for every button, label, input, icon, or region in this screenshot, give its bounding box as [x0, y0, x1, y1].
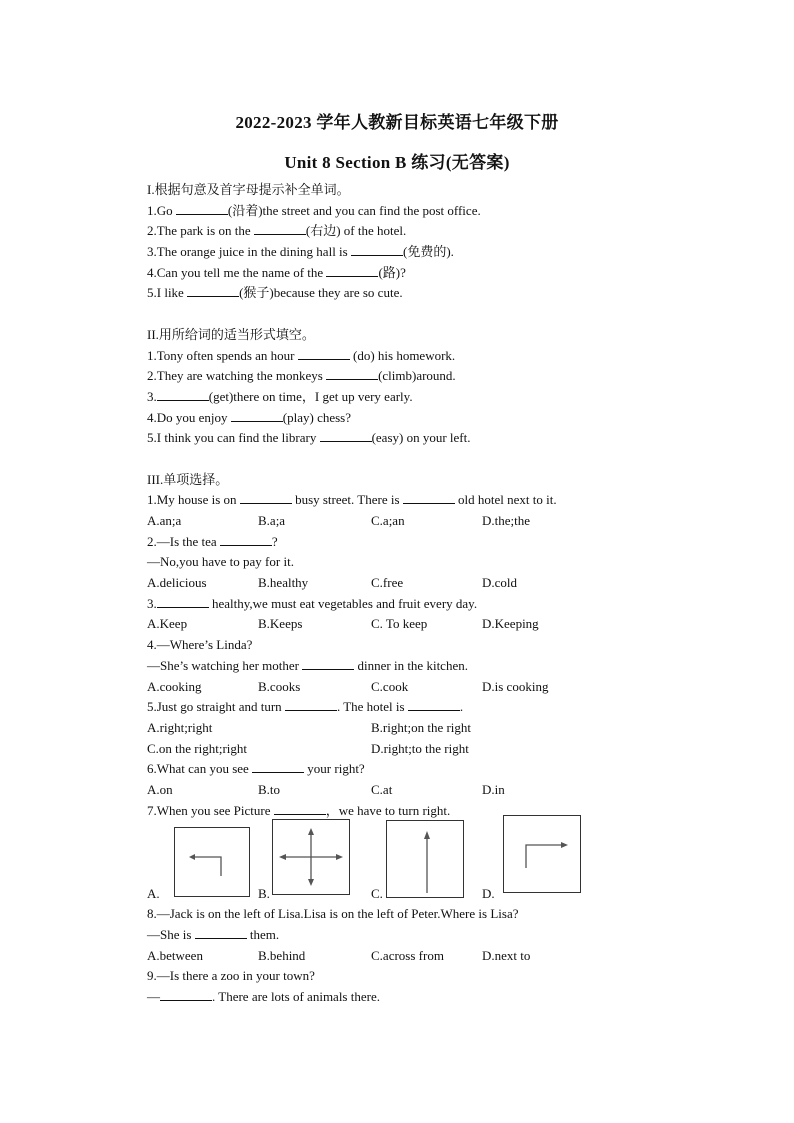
option-d[interactable]: D.next to [482, 947, 531, 963]
answer-blank[interactable] [351, 243, 403, 256]
option-c[interactable]: C.at [371, 781, 393, 797]
option-c[interactable]: C.a;an [371, 513, 405, 528]
answer-blank[interactable] [302, 657, 354, 670]
option-a[interactable]: A.right;right [147, 719, 213, 735]
question-5-options-row1 [147, 718, 667, 739]
part1-item: 5.I like (猴子)because they are so cute. [147, 285, 403, 301]
page-title: 2022-2023 学年人教新目标英语七年级下册 [235, 113, 559, 132]
answer-blank[interactable] [195, 926, 247, 939]
picture-option-b[interactable] [258, 821, 371, 904]
picture-option-a[interactable] [147, 821, 258, 904]
turn-right-arrow-icon [503, 815, 581, 893]
worksheet-content [147, 180, 667, 1008]
option-a[interactable]: A.Keep [147, 616, 188, 632]
answer-blank[interactable] [187, 284, 239, 297]
question-8: 8.—Jack is on the left of Lisa.Lisa is on the left of Peter.Where is Lisa? [147, 906, 519, 922]
answer-blank[interactable] [160, 988, 212, 1001]
question-3-options [147, 614, 667, 635]
option-d[interactable]: D.Keeping [482, 616, 539, 632]
option-a[interactable]: A.delicious [147, 575, 207, 591]
question-2: 2.—Is the tea ? [147, 533, 278, 549]
option-c[interactable]: C. To keep [371, 616, 428, 632]
answer-blank[interactable] [408, 698, 460, 711]
option-b[interactable]: B.healthy [258, 575, 309, 591]
part2-item: 2.They are watching the monkeys (climb)around. [147, 368, 456, 384]
part2-item: 5.I think you can find the library (easy) on your left. [147, 430, 471, 446]
straight-up-arrow-icon [386, 820, 464, 898]
answer-blank[interactable] [326, 264, 378, 277]
option-b[interactable]: B.right;on the right [371, 719, 472, 735]
picture-label: A. [147, 885, 160, 901]
answer-blank[interactable] [231, 409, 283, 422]
option-b[interactable]: B.a;a [258, 513, 286, 528]
part2-item: 4.Do you enjoy (play) chess? [147, 409, 351, 425]
answer-blank[interactable] [298, 347, 350, 360]
answer-blank[interactable] [252, 760, 304, 773]
question-3: 3. healthy,we must eat vegetables and fruit every day. [147, 595, 478, 611]
option-b[interactable]: B.Keeps [258, 616, 303, 632]
option-d[interactable]: D.in [482, 781, 505, 797]
question-2-response: —No,you have to pay for it. [147, 554, 294, 570]
option-a[interactable]: A.on [147, 781, 173, 797]
option-a[interactable]: A.an;a [147, 513, 182, 528]
picture-label: B. [258, 885, 270, 901]
question-6: 6.What can you see your right? [147, 761, 365, 777]
question-4-response: —She’s watching her mother dinner in the kitchen. [147, 657, 468, 673]
option-a[interactable]: A.between [147, 947, 203, 963]
part1-item: 3.The orange juice in the dining hall is (免费的). [147, 244, 454, 260]
question-9: 9.—Is there a zoo in your town? [147, 968, 315, 984]
question-8-options [147, 946, 667, 967]
answer-blank[interactable] [220, 533, 272, 546]
option-b[interactable]: B.to [258, 781, 281, 797]
four-way-arrows-icon [272, 819, 350, 895]
question-4: 4.—Where’s Linda? [147, 637, 253, 653]
option-b[interactable]: B.cooks [258, 678, 301, 694]
question-9-response: — . There are lots of animals there. [147, 989, 380, 1005]
option-c[interactable]: C.across from [371, 947, 444, 963]
part1-heading: I.根据句意及首字母提示补全单词。 [147, 182, 350, 197]
answer-blank[interactable] [285, 698, 337, 711]
part1-item: 2.The park is on the (右边) of the hotel. [147, 223, 407, 239]
answer-blank[interactable] [240, 491, 292, 504]
question-4-options [147, 677, 667, 698]
question-2-options [147, 573, 667, 594]
question-1: 1.My house is on busy street. There is old hotel next to it. [147, 492, 557, 508]
question-5-options-row2 [147, 739, 667, 760]
answer-blank[interactable] [326, 367, 378, 380]
option-c[interactable]: C.free [371, 575, 404, 591]
picture-option-c[interactable] [371, 821, 482, 904]
option-b[interactable]: B.behind [258, 947, 306, 963]
option-a[interactable]: A.cooking [147, 678, 202, 694]
part2-heading: II.用所给词的适当形式填空。 [147, 326, 315, 342]
option-d[interactable]: D.right;to the right [371, 740, 469, 756]
question-5: 5.Just go straight and turn . The hotel is . [147, 699, 464, 715]
answer-blank[interactable] [320, 429, 372, 442]
question-8-response: —She is them. [147, 927, 280, 942]
part1-item: 1.Go (沿着)the street and you can find the post office. [147, 202, 481, 218]
part2-item: 1.Tony often spends an hour (do) his homework. [147, 347, 456, 363]
option-d[interactable]: D.the;the [482, 513, 531, 528]
part2-item: 3. (get)there on time，I get up very early. [147, 388, 413, 404]
answer-blank[interactable] [157, 595, 209, 608]
answer-blank[interactable] [403, 491, 455, 504]
page-subtitle: Unit 8 Section B 练习(无答案) [284, 153, 510, 172]
option-c[interactable]: C.cook [371, 678, 409, 694]
answer-blank[interactable] [274, 802, 326, 815]
answer-blank[interactable] [157, 388, 209, 401]
part3-heading: III.单项选择。 [147, 471, 229, 487]
option-d[interactable]: D.cold [482, 575, 518, 591]
question-1-options [147, 511, 667, 532]
picture-label: C. [371, 885, 383, 901]
picture-label: D. [482, 885, 495, 901]
part1-item: 4.Can you tell me the name of the (路)? [147, 264, 406, 280]
answer-blank[interactable] [254, 222, 306, 235]
question-7-pictures [147, 821, 667, 904]
turn-left-arrow-icon [174, 827, 250, 897]
picture-option-d[interactable] [482, 821, 593, 904]
question-7: 7.When you see Picture ，we have to turn right. [147, 802, 451, 818]
answer-blank[interactable] [176, 202, 228, 215]
option-d[interactable]: D.is cooking [482, 678, 549, 694]
option-c[interactable]: C.on the right;right [147, 740, 248, 756]
question-6-options [147, 780, 667, 801]
